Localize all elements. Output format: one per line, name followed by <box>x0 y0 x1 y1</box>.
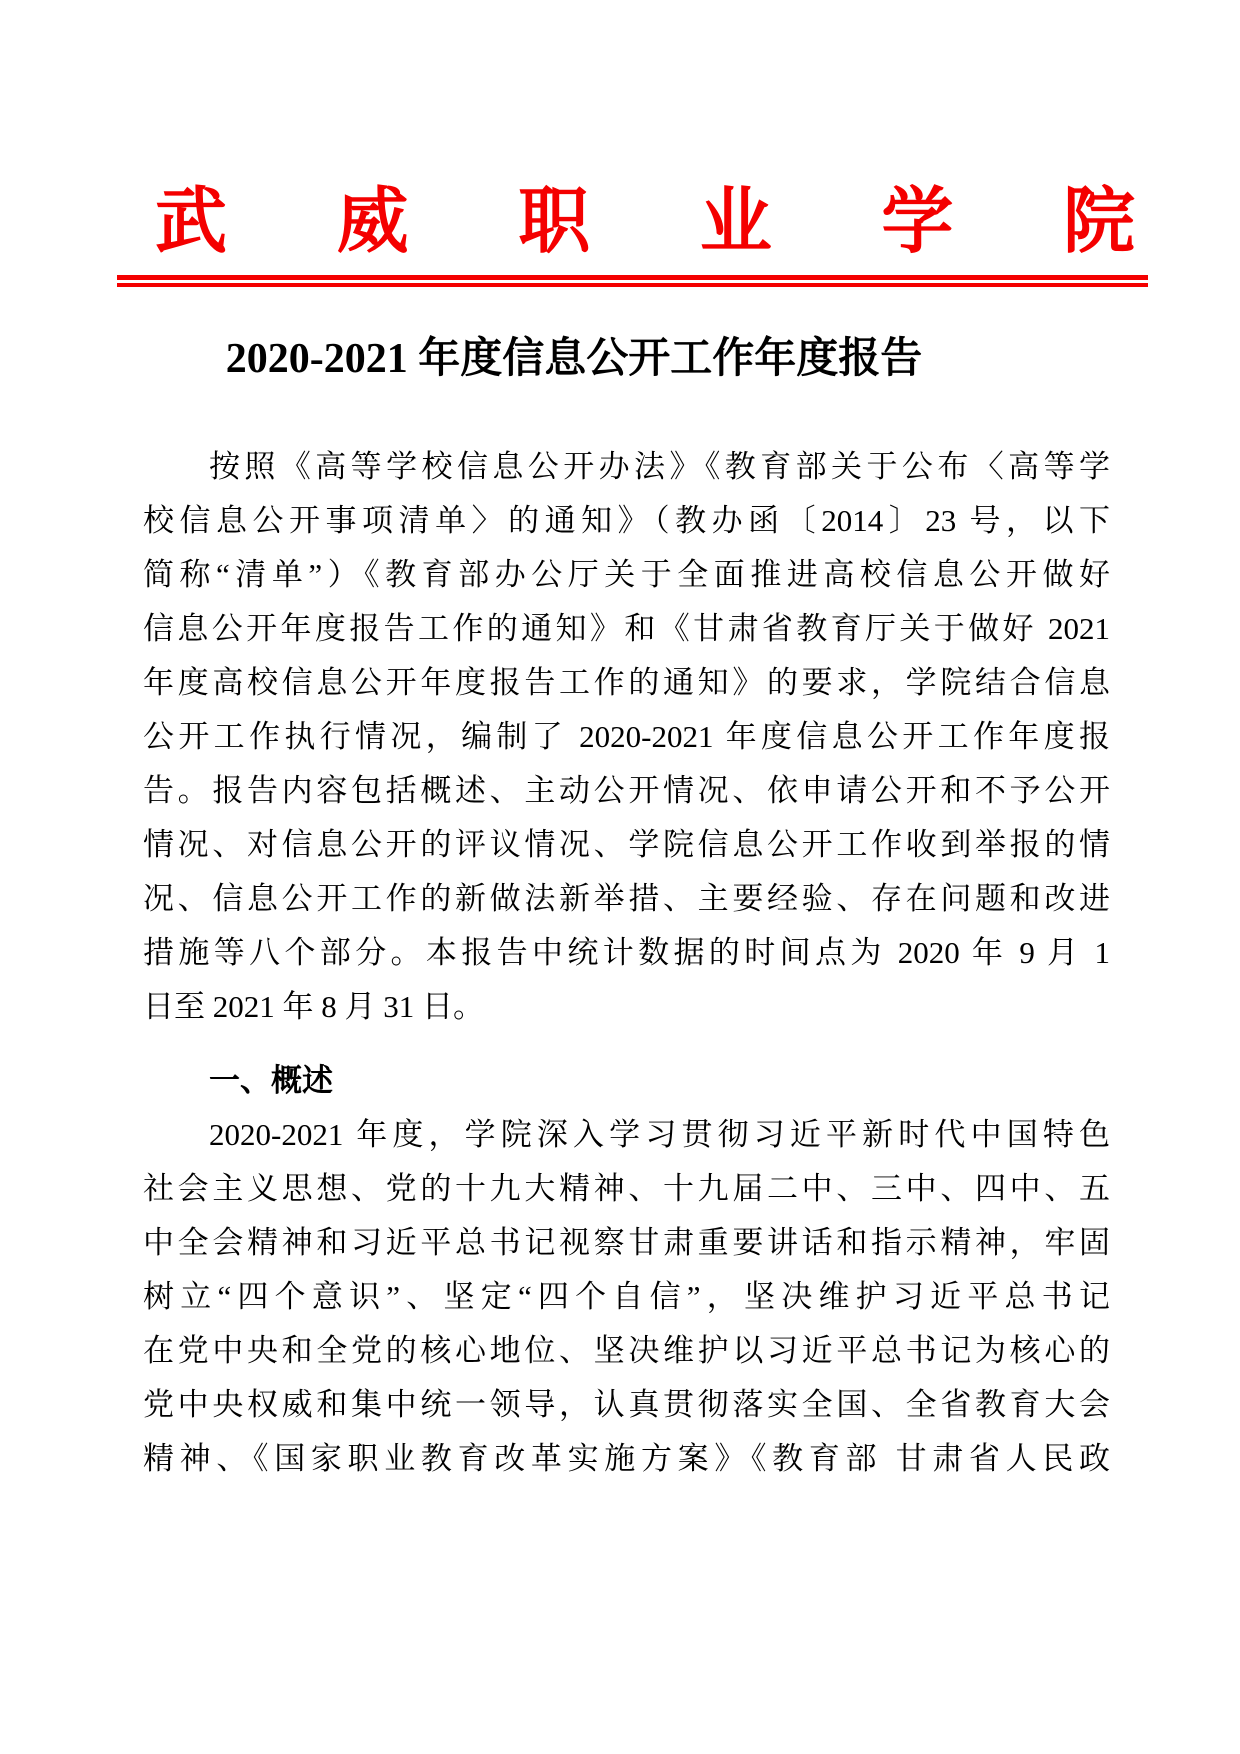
section-heading-overview: 一、概述 <box>209 1062 333 1098</box>
document-title: 2020-2021 年度信息公开工作年度报告 <box>225 336 923 382</box>
body-text-line: 措施等八个部分。本报告中统计数据的时间点为 2020 年 9 月 1 <box>143 934 1110 970</box>
report-body <box>143 440 1110 1486</box>
body-text-line: 况、信息公开工作的新做法新举措、主要经验、存在问题和改进 <box>143 880 1110 916</box>
body-text-line: 树立“四个意识”、坚定“四个自信”，坚决维护习近平总书记 <box>143 1278 1110 1314</box>
body-text-line: 按照《高等学校信息公开办法》《教育部关于公布〈高等学 <box>209 448 1110 484</box>
body-text-line: 中全会精神和习近平总书记视察甘肃重要讲话和指示精神，牢固 <box>143 1224 1110 1260</box>
school-name-char: 学 <box>881 182 954 262</box>
body-text-line: 公开工作执行情况，编制了 2020-2021 年度信息公开工作年度报 <box>143 718 1110 754</box>
body-text-line: 简称“清单”）《教育部办公厅关于全面推进高校信息公开做好 <box>143 556 1110 592</box>
body-text-line: 社会主义思想、党的十九大精神、十九届二中、三中、四中、五 <box>143 1170 1110 1206</box>
body-text-line: 日至 2021 年 8 月 31 日。 <box>143 988 484 1024</box>
school-name-char: 院 <box>1062 182 1135 262</box>
body-text-line: 在党中央和全党的核心地位、坚决维护以习近平总书记为核心的 <box>143 1332 1110 1368</box>
school-name-char: 业 <box>699 182 772 262</box>
body-text-line: 校信息公开事项清单〉的通知》（教办函〔2014〕23 号，以下 <box>143 502 1110 538</box>
school-name-char: 武 <box>155 182 228 262</box>
body-text-line: 党中央权威和集中统一领导，认真贯彻落实全国、全省教育大会 <box>143 1386 1110 1422</box>
letterhead-school-name <box>155 182 1135 262</box>
body-text-line: 告。报告内容包括概述、主动公开情况、依申请公开和不予公开 <box>143 772 1110 808</box>
letterhead-double-rule <box>117 275 1148 287</box>
body-text-line: 2020-2021 年度，学院深入学习贯彻习近平新时代中国特色 <box>209 1116 1110 1152</box>
body-text-line: 信息公开年度报告工作的通知》和《甘肃省教育厅关于做好 2021 <box>143 610 1110 646</box>
school-name-char: 威 <box>336 182 409 262</box>
school-name-char: 职 <box>518 182 591 262</box>
body-text-line: 情况、对信息公开的评议情况、学院信息公开工作收到举报的情 <box>143 826 1110 862</box>
body-text-line: 年度高校信息公开年度报告工作的通知》的要求，学院结合信息 <box>143 664 1110 700</box>
body-text-line: 精神、《国家职业教育改革实施方案》《教育部 甘肃省人民政 <box>143 1440 1110 1476</box>
